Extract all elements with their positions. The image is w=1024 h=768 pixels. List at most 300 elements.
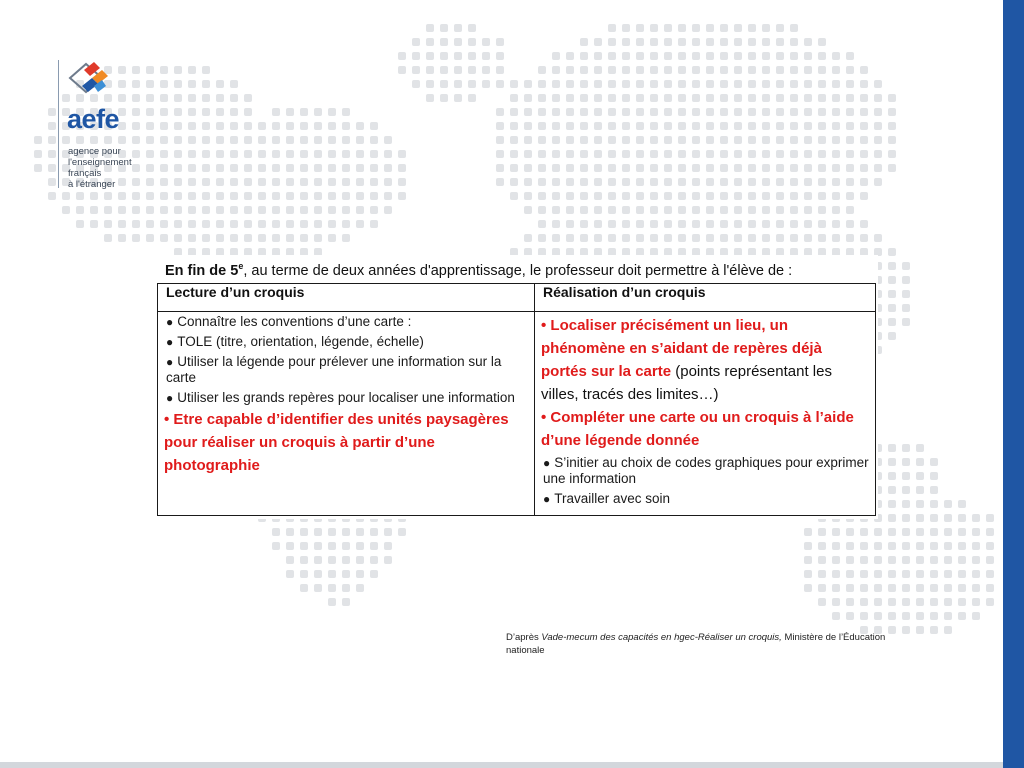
map-dot xyxy=(552,192,560,200)
map-dot xyxy=(762,136,770,144)
map-dot xyxy=(230,220,238,228)
map-dot xyxy=(650,150,658,158)
map-dot xyxy=(832,528,840,536)
map-dot xyxy=(860,108,868,116)
map-dot xyxy=(230,206,238,214)
map-dot xyxy=(174,192,182,200)
map-dot xyxy=(286,150,294,158)
map-dot xyxy=(986,598,994,606)
map-dot xyxy=(664,220,672,228)
map-dot xyxy=(748,150,756,158)
map-dot xyxy=(342,206,350,214)
map-dot xyxy=(916,444,924,452)
map-dot xyxy=(412,52,420,60)
map-dot xyxy=(384,542,392,550)
map-dot xyxy=(552,108,560,116)
map-dot xyxy=(398,164,406,172)
map-dot xyxy=(412,38,420,46)
map-dot xyxy=(678,150,686,158)
map-dot xyxy=(622,52,630,60)
map-dot xyxy=(776,164,784,172)
map-dot xyxy=(622,192,630,200)
logo-tagline-line: français xyxy=(68,168,102,179)
map-dot xyxy=(552,150,560,158)
map-dot xyxy=(748,80,756,88)
map-dot xyxy=(496,122,504,130)
map-dot xyxy=(342,556,350,564)
map-dot xyxy=(706,234,714,242)
map-dot xyxy=(944,556,952,564)
map-dot xyxy=(916,570,924,578)
map-dot xyxy=(314,206,322,214)
map-dot xyxy=(622,122,630,130)
map-dot xyxy=(832,542,840,550)
map-dot xyxy=(636,24,644,32)
map-dot xyxy=(552,122,560,130)
map-dot xyxy=(874,598,882,606)
map-dot xyxy=(580,220,588,228)
map-dot xyxy=(510,122,518,130)
map-dot xyxy=(160,220,168,228)
map-dot xyxy=(146,220,154,228)
map-dot xyxy=(426,38,434,46)
map-dot xyxy=(678,52,686,60)
map-dot xyxy=(48,192,56,200)
list-item-text: Utiliser la légende pour prélever une information sur la carte xyxy=(166,354,502,385)
map-dot xyxy=(454,80,462,88)
map-dot xyxy=(580,192,588,200)
map-dot xyxy=(202,80,210,88)
map-dot xyxy=(692,38,700,46)
map-dot xyxy=(832,584,840,592)
map-dot xyxy=(902,598,910,606)
map-dot xyxy=(580,206,588,214)
map-dot xyxy=(244,220,252,228)
map-dot xyxy=(244,206,252,214)
map-dot xyxy=(216,136,224,144)
map-dot xyxy=(314,136,322,144)
map-dot xyxy=(748,24,756,32)
map-dot xyxy=(370,122,378,130)
map-dot xyxy=(636,108,644,116)
map-dot xyxy=(944,570,952,578)
map-dot xyxy=(958,514,966,522)
map-dot xyxy=(804,66,812,74)
map-dot xyxy=(356,220,364,228)
map-dot xyxy=(216,108,224,116)
map-dot xyxy=(748,66,756,74)
map-dot xyxy=(258,192,266,200)
map-dot xyxy=(216,150,224,158)
map-dot xyxy=(874,136,882,144)
map-dot xyxy=(650,136,658,144)
map-dot xyxy=(888,108,896,116)
map-dot xyxy=(244,122,252,130)
map-dot xyxy=(328,122,336,130)
map-dot xyxy=(146,192,154,200)
list-item-text: Utiliser les grands repères pour localiser une information xyxy=(177,390,515,405)
map-dot xyxy=(832,234,840,242)
map-dot xyxy=(860,528,868,536)
map-dot xyxy=(636,234,644,242)
map-dot xyxy=(538,94,546,102)
map-dot xyxy=(608,24,616,32)
map-dot xyxy=(734,136,742,144)
map-dot xyxy=(776,52,784,60)
map-dot xyxy=(594,108,602,116)
map-dot xyxy=(902,556,910,564)
map-dot xyxy=(118,220,126,228)
map-dot xyxy=(524,206,532,214)
map-dot xyxy=(300,206,308,214)
map-dot xyxy=(720,192,728,200)
map-dot xyxy=(902,584,910,592)
map-dot xyxy=(916,598,924,606)
map-dot xyxy=(342,108,350,116)
map-dot xyxy=(314,220,322,228)
map-dot xyxy=(860,220,868,228)
table-header-lecture: Lecture d’un croquis xyxy=(158,284,535,312)
map-dot xyxy=(664,24,672,32)
map-dot xyxy=(328,178,336,186)
map-dot xyxy=(930,458,938,466)
map-dot xyxy=(342,528,350,536)
map-dot xyxy=(202,206,210,214)
map-dot xyxy=(818,570,826,578)
map-dot xyxy=(216,80,224,88)
map-dot xyxy=(888,458,896,466)
map-dot xyxy=(790,38,798,46)
map-dot xyxy=(538,206,546,214)
map-dot xyxy=(342,122,350,130)
map-dot xyxy=(776,136,784,144)
map-dot xyxy=(300,570,308,578)
map-dot xyxy=(888,150,896,158)
map-dot xyxy=(174,164,182,172)
map-dot xyxy=(678,136,686,144)
map-dot xyxy=(342,220,350,228)
map-dot xyxy=(944,612,952,620)
map-dot xyxy=(888,290,896,298)
map-dot xyxy=(104,192,112,200)
map-dot xyxy=(594,80,602,88)
map-dot xyxy=(230,164,238,172)
map-dot xyxy=(188,94,196,102)
map-dot xyxy=(902,486,910,494)
map-dot xyxy=(524,108,532,116)
map-dot xyxy=(314,234,322,242)
map-dot xyxy=(594,164,602,172)
map-dot xyxy=(552,136,560,144)
map-dot xyxy=(608,206,616,214)
map-dot xyxy=(244,94,252,102)
map-dot xyxy=(818,178,826,186)
map-dot xyxy=(552,234,560,242)
map-dot xyxy=(482,80,490,88)
map-dot xyxy=(244,108,252,116)
map-dot xyxy=(846,556,854,564)
map-dot xyxy=(328,542,336,550)
map-dot xyxy=(888,612,896,620)
map-dot xyxy=(818,150,826,158)
map-dot xyxy=(538,220,546,228)
map-dot xyxy=(706,122,714,130)
map-dot xyxy=(552,80,560,88)
highlight-objective: • Compléter une carte ou un croquis à l’aide d’une légende donnée xyxy=(541,409,854,449)
map-dot xyxy=(468,38,476,46)
map-dot xyxy=(174,66,182,74)
map-dot xyxy=(244,234,252,242)
table-row xyxy=(158,312,876,516)
map-dot xyxy=(678,192,686,200)
map-dot xyxy=(860,150,868,158)
map-dot xyxy=(832,598,840,606)
map-dot xyxy=(930,626,938,634)
map-dot xyxy=(314,164,322,172)
map-dot xyxy=(300,584,308,592)
map-dot xyxy=(524,94,532,102)
intro-rest: , au terme de deux années d'apprentissage, le professeur doit permettre à l'élève de : xyxy=(243,262,793,279)
map-dot xyxy=(762,234,770,242)
map-dot xyxy=(664,52,672,60)
map-dot xyxy=(370,150,378,158)
map-dot xyxy=(790,136,798,144)
map-dot xyxy=(692,220,700,228)
map-dot xyxy=(790,234,798,242)
map-dot xyxy=(328,556,336,564)
map-dot xyxy=(230,108,238,116)
map-dot xyxy=(510,80,518,88)
map-dot xyxy=(538,178,546,186)
map-dot xyxy=(188,178,196,186)
map-dot xyxy=(174,178,182,186)
map-dot xyxy=(370,570,378,578)
map-dot xyxy=(594,234,602,242)
list-item-text: Travailler avec soin xyxy=(554,491,671,506)
map-dot xyxy=(846,584,854,592)
map-dot xyxy=(650,206,658,214)
list-item xyxy=(543,455,869,487)
map-dot xyxy=(174,150,182,158)
map-dot xyxy=(48,150,56,158)
map-dot xyxy=(888,94,896,102)
map-dot xyxy=(356,178,364,186)
map-dot xyxy=(566,164,574,172)
map-dot xyxy=(832,556,840,564)
map-dot xyxy=(468,94,476,102)
map-dot xyxy=(622,234,630,242)
map-dot xyxy=(860,192,868,200)
map-dot xyxy=(230,80,238,88)
map-dot xyxy=(762,80,770,88)
map-dot xyxy=(930,570,938,578)
map-dot xyxy=(48,136,56,144)
map-dot xyxy=(734,178,742,186)
map-dot xyxy=(230,178,238,186)
map-dot xyxy=(706,80,714,88)
map-dot xyxy=(734,192,742,200)
map-dot xyxy=(636,178,644,186)
map-dot xyxy=(720,108,728,116)
map-dot xyxy=(188,80,196,88)
map-dot xyxy=(440,80,448,88)
bullet-icon: ● xyxy=(166,315,174,329)
map-dot xyxy=(538,122,546,130)
map-dot xyxy=(356,542,364,550)
map-dot xyxy=(930,500,938,508)
map-dot xyxy=(776,234,784,242)
map-dot xyxy=(678,234,686,242)
map-dot xyxy=(426,24,434,32)
map-dot xyxy=(440,24,448,32)
map-dot xyxy=(804,52,812,60)
map-dot xyxy=(776,94,784,102)
map-dot xyxy=(958,556,966,564)
map-dot xyxy=(370,206,378,214)
map-dot xyxy=(188,164,196,172)
map-dot xyxy=(538,80,546,88)
map-dot xyxy=(398,52,406,60)
map-dot xyxy=(636,192,644,200)
map-dot xyxy=(692,66,700,74)
bullet-icon: ● xyxy=(543,492,551,506)
list-item xyxy=(166,354,528,386)
map-dot xyxy=(902,528,910,536)
map-dot xyxy=(188,108,196,116)
map-dot xyxy=(356,136,364,144)
map-dot xyxy=(622,150,630,158)
map-dot xyxy=(34,150,42,158)
map-dot xyxy=(860,598,868,606)
map-dot xyxy=(594,178,602,186)
map-dot xyxy=(720,234,728,242)
map-dot xyxy=(776,108,784,116)
map-dot xyxy=(776,178,784,186)
map-dot xyxy=(762,94,770,102)
map-dot xyxy=(986,514,994,522)
map-dot xyxy=(832,220,840,228)
map-dot xyxy=(748,94,756,102)
map-dot xyxy=(286,178,294,186)
map-dot xyxy=(202,66,210,74)
map-dot xyxy=(104,220,112,228)
map-dot xyxy=(524,178,532,186)
map-dot xyxy=(300,234,308,242)
map-dot xyxy=(706,206,714,214)
map-dot xyxy=(272,528,280,536)
map-dot xyxy=(874,164,882,172)
map-dot xyxy=(160,192,168,200)
map-dot xyxy=(622,136,630,144)
map-dot xyxy=(692,178,700,186)
map-dot xyxy=(384,528,392,536)
map-dot xyxy=(412,66,420,74)
map-dot xyxy=(846,612,854,620)
map-dot xyxy=(916,626,924,634)
map-dot xyxy=(90,192,98,200)
bullet-icon: ● xyxy=(543,456,551,470)
map-dot xyxy=(356,570,364,578)
map-dot xyxy=(916,486,924,494)
map-dot xyxy=(958,542,966,550)
map-dot xyxy=(216,164,224,172)
map-dot xyxy=(426,66,434,74)
map-dot xyxy=(328,234,336,242)
map-dot xyxy=(888,262,896,270)
map-dot xyxy=(902,318,910,326)
map-dot xyxy=(328,192,336,200)
map-dot xyxy=(510,136,518,144)
map-dot xyxy=(76,192,84,200)
map-dot xyxy=(510,178,518,186)
map-dot xyxy=(790,192,798,200)
map-dot xyxy=(342,570,350,578)
map-dot xyxy=(188,136,196,144)
map-dot xyxy=(622,38,630,46)
map-dot xyxy=(678,108,686,116)
map-dot xyxy=(286,164,294,172)
map-dot xyxy=(300,220,308,228)
map-dot xyxy=(846,80,854,88)
logo-tagline-line: l'enseignement xyxy=(68,157,132,168)
map-dot xyxy=(580,136,588,144)
map-dot xyxy=(846,122,854,130)
map-dot xyxy=(902,458,910,466)
map-dot xyxy=(622,80,630,88)
map-dot xyxy=(104,206,112,214)
map-dot xyxy=(580,80,588,88)
map-dot xyxy=(860,94,868,102)
map-dot xyxy=(650,52,658,60)
map-dot xyxy=(258,206,266,214)
map-dot xyxy=(636,220,644,228)
bullet-icon: ● xyxy=(166,391,174,405)
map-dot xyxy=(566,150,574,158)
map-dot xyxy=(132,192,140,200)
map-dot xyxy=(636,38,644,46)
map-dot xyxy=(636,164,644,172)
map-dot xyxy=(930,584,938,592)
map-dot xyxy=(972,542,980,550)
map-dot xyxy=(888,332,896,340)
map-dot xyxy=(692,122,700,130)
map-dot xyxy=(832,612,840,620)
map-dot xyxy=(580,94,588,102)
map-dot xyxy=(272,150,280,158)
map-dot xyxy=(692,108,700,116)
map-dot xyxy=(986,570,994,578)
map-dot xyxy=(370,192,378,200)
map-dot xyxy=(762,122,770,130)
map-dot xyxy=(930,472,938,480)
map-dot xyxy=(930,486,938,494)
map-dot xyxy=(286,122,294,130)
map-dot xyxy=(748,38,756,46)
map-dot xyxy=(300,122,308,130)
map-dot xyxy=(510,150,518,158)
map-dot xyxy=(188,234,196,242)
logo-wordmark: aefe xyxy=(67,104,120,134)
map-dot xyxy=(678,206,686,214)
map-dot xyxy=(566,220,574,228)
map-dot xyxy=(510,108,518,116)
map-dot xyxy=(622,66,630,74)
map-dot xyxy=(888,528,896,536)
map-dot xyxy=(874,94,882,102)
map-dot xyxy=(118,234,126,242)
map-dot xyxy=(636,206,644,214)
map-dot xyxy=(818,94,826,102)
